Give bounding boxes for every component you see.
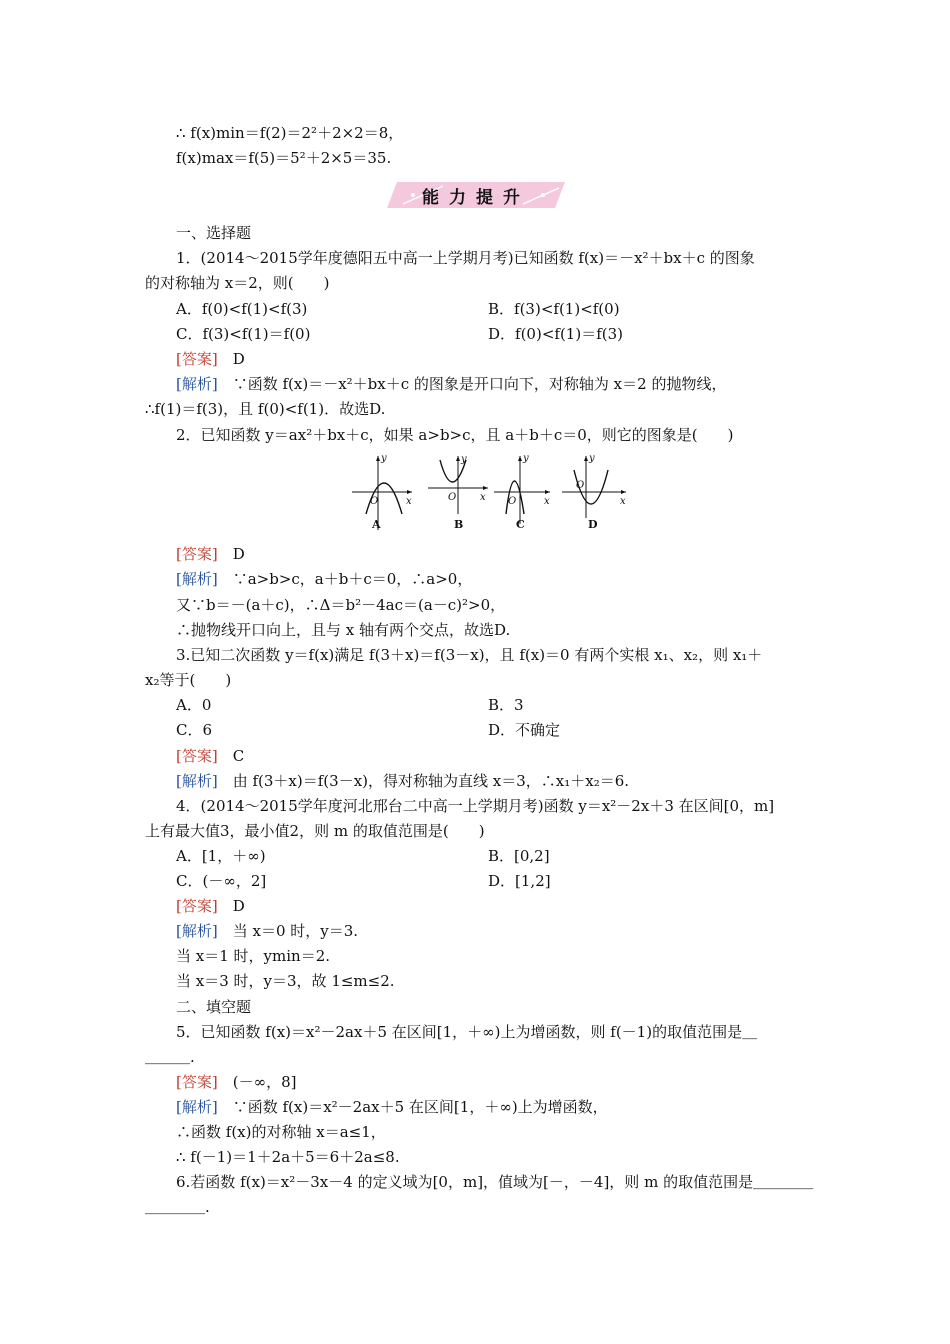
explanation-text: ∵函数 f(x)＝x²－2ax＋5 在区间[1，＋∞)上为增函数， xyxy=(217,1098,608,1116)
graph-label-a: A xyxy=(372,518,381,531)
option-a: A．0 xyxy=(176,696,212,714)
graph-d xyxy=(562,453,626,531)
question-text: x₂等于( ) xyxy=(145,671,232,689)
graph-b xyxy=(428,454,488,531)
question-text: 1．(2014～2015学年度德阳五中高一上学期月考)已知函数 f(x)＝－x²＋bx＋c 的图象 xyxy=(176,249,755,267)
answer-tag: [答案] xyxy=(176,747,218,765)
question-text: 6.若函数 f(x)＝x²－3x－4 的定义域为[0，m]，值域为[－，－4]，则 m 的取值范围是＿＿＿＿ xyxy=(176,1173,814,1191)
answer-value: D xyxy=(217,350,245,368)
explanation-line xyxy=(176,1096,608,1118)
option-c: C．(－∞，2] xyxy=(176,872,267,890)
axis-label-x: x xyxy=(480,492,486,503)
explanation-tag: [解析] xyxy=(176,922,218,940)
explanation-tag: [解析] xyxy=(176,375,218,393)
explanation-tag: [解析] xyxy=(176,772,218,790)
graph-label-b: B xyxy=(454,518,464,531)
option-b: B．3 xyxy=(488,696,524,714)
section-heading: 二、填空题 xyxy=(176,998,252,1016)
origin-label: O xyxy=(576,480,585,491)
option-a: A．f(0)<f(1)<f(3) xyxy=(176,300,308,318)
option-d: D．不确定 xyxy=(488,721,561,739)
explanation-text: ∴抛物线开口向上，且与 x 轴有两个交点，故选D. xyxy=(176,621,511,639)
explanation-text: 又∵b＝－(a＋c)，∴Δ＝b²－4ac＝(a－c)²>0， xyxy=(176,596,506,614)
axis-label-y: y xyxy=(523,453,529,464)
section-heading: 一、选择题 xyxy=(176,224,252,242)
axis-label-y: y xyxy=(461,454,467,465)
answer-tag: [答案] xyxy=(176,545,218,563)
text-line: ∴ f(x)min＝f(2)＝2²＋2×2＝8， xyxy=(176,124,404,142)
parabola-graphs xyxy=(350,452,640,536)
graph-a xyxy=(352,453,412,531)
explanation-line xyxy=(176,568,472,590)
explanation-line xyxy=(176,920,358,942)
answer-tag: [答案] xyxy=(176,897,218,915)
option-c: C．6 xyxy=(176,721,213,739)
origin-label: O xyxy=(508,496,517,507)
section-banner xyxy=(383,180,569,210)
answer-line xyxy=(176,543,245,565)
option-d: D．f(0)<f(1)＝f(3) xyxy=(488,325,623,343)
origin-label: O xyxy=(448,492,457,503)
graph-figure xyxy=(350,452,640,536)
explanation-text: ∵函数 f(x)＝－x²＋bx＋c 的图象是开口向下，对称轴为 x＝2 的抛物线， xyxy=(217,375,727,393)
answer-value: D xyxy=(217,545,245,563)
option-d: D．[1,2] xyxy=(488,872,551,890)
question-text: 2．已知函数 y＝ax²＋bx＋c，如果 a>b>c，且 a＋b＋c＝0，则它的图象是( ) xyxy=(176,426,734,444)
option-a: A．[1，＋∞) xyxy=(176,847,266,865)
answer-line xyxy=(176,348,245,370)
question-text: 5．已知函数 f(x)＝x²－2ax＋5 在区间[1，＋∞)上为增函数，则 f(－1)的取值范围是＿ xyxy=(176,1023,758,1041)
origin-label: O xyxy=(370,496,379,507)
answer-value: D xyxy=(217,897,245,915)
question-text: 的对称轴为 x＝2，则( ) xyxy=(145,274,330,292)
banner-title: 能力提升 xyxy=(422,188,530,208)
question-text: 4．(2014～2015学年度河北邢台二中高一上学期月考)函数 y＝x²－2x＋3 在区间[0，m] xyxy=(176,797,775,815)
explanation-text: ∴f(1)＝f(3)，且 f(0)<f(1)．故选D. xyxy=(145,400,386,418)
answer-line xyxy=(176,745,244,767)
graph-c xyxy=(494,453,550,531)
axis-label-x: x xyxy=(620,496,626,507)
answer-tag: [答案] xyxy=(176,1073,218,1091)
option-c: C．f(3)<f(1)＝f(0) xyxy=(176,325,311,343)
explanation-text: ∵a>b>c，a＋b＋c＝0，∴a>0， xyxy=(217,570,473,588)
answer-tag: [答案] xyxy=(176,350,218,368)
option-b: B．[0,2] xyxy=(488,847,550,865)
graph-label-d: D xyxy=(588,518,598,531)
explanation-text: ∴函数 f(x)的对称轴 x＝a≤1， xyxy=(176,1123,386,1141)
graph-label-c: C xyxy=(516,518,525,531)
explanation-text: 由 f(3＋x)＝f(3－x)，得对称轴为直线 x＝3，∴x₁＋x₂＝6. xyxy=(217,772,630,790)
explanation-text: 当 x＝3 时，y＝3，故 1≤m≤2. xyxy=(176,972,395,990)
explanation-line xyxy=(176,770,629,792)
explanation-line xyxy=(176,373,726,395)
question-text: 3.已知二次函数 y＝f(x)满足 f(3＋x)＝f(3－x)，且 f(x)＝0 有两个实根 x₁、x₂，则 x₁＋ xyxy=(176,646,763,664)
origin-label: x xyxy=(544,496,550,507)
explanation-tag: [解析] xyxy=(176,570,218,588)
axis-label-y: y xyxy=(589,453,595,464)
explanation-text: 当 x＝0 时，y＝3. xyxy=(217,922,359,940)
axis-label-x: x xyxy=(406,496,412,507)
explanation-tag: [解析] xyxy=(176,1098,218,1116)
explanation-text: ∴ f(－1)＝1＋2a＋5＝6＋2a≤8. xyxy=(176,1148,400,1166)
question-text: ＿＿＿＿. xyxy=(145,1198,210,1216)
text-line: f(x)max＝f(5)＝5²＋2×5＝35. xyxy=(176,149,392,167)
question-text: ＿＿＿. xyxy=(145,1048,195,1066)
answer-value: (－∞，8] xyxy=(217,1073,297,1091)
answer-line xyxy=(176,895,245,917)
axis-label-y: y xyxy=(381,453,387,464)
question-text: 上有最大值3，最小值2，则 m 的取值范围是( ) xyxy=(145,822,485,840)
answer-value: C xyxy=(217,747,245,765)
option-b: B．f(3)<f(1)<f(0) xyxy=(488,300,620,318)
answer-line xyxy=(176,1071,296,1093)
explanation-text: 当 x＝1 时，ymin＝2. xyxy=(176,947,331,965)
